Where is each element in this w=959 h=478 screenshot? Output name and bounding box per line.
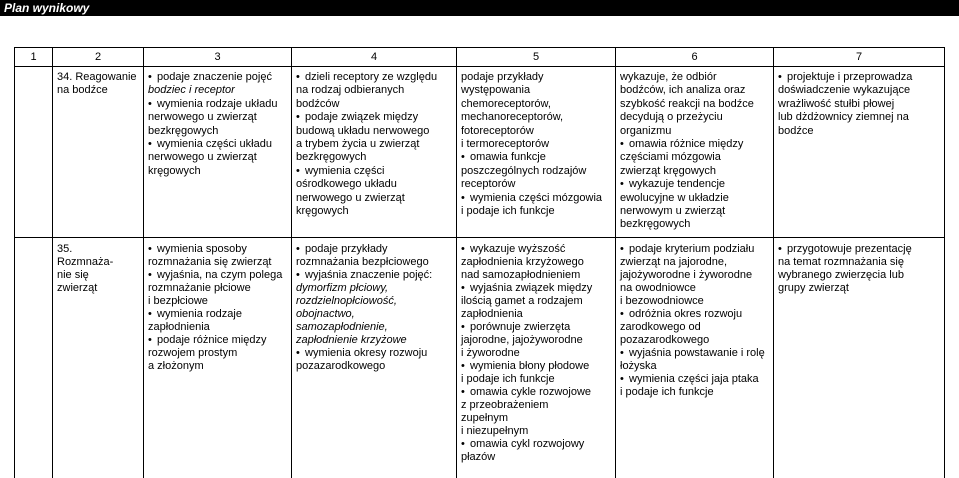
item-text: podaje znaczenie pojęć xyxy=(157,71,272,83)
item-text: wymienia okresy rozwoju pozazarodkowego xyxy=(296,347,428,372)
item-text: wymienia błony płodowe i podaje ich funkcje xyxy=(461,360,590,385)
column-number: 7 xyxy=(774,48,945,67)
list-item xyxy=(461,151,614,191)
list-item xyxy=(461,282,614,321)
topic-text: 35. Rozmnaża- nie się zwierząt xyxy=(57,243,114,294)
list-item xyxy=(296,71,455,111)
list-item xyxy=(148,334,290,373)
list-item xyxy=(620,243,772,308)
table-cell xyxy=(616,238,774,478)
list-item xyxy=(778,243,943,295)
item-text: omawia cykl rozwojowy płazów xyxy=(461,438,585,463)
item-text: wyjaśnia znaczenie pojęć: xyxy=(305,269,433,281)
item-text: wyjaśnia związek między ilością gamet a rodzajem zapłodnienia xyxy=(461,282,593,320)
table-row xyxy=(15,238,945,478)
term-text: dymorfizm płciowy, rozdzielnopłciowość, obojnactwo, samozapłodnienie, zapłodnienie krzyżowe xyxy=(296,282,407,346)
item-text: podaje przykłady występowania chemoreceptorów, mechanoreceptorów, fotoreceptorów i termoreceptorów xyxy=(461,71,564,151)
item-text: wymienia części jaja ptaka i podaje ich funkcje xyxy=(620,373,759,398)
empty-cell xyxy=(15,67,53,238)
topic-text: 34. Reagowanie na bodźce xyxy=(57,71,137,97)
list-item xyxy=(620,71,772,138)
list-item xyxy=(148,308,290,334)
column-number: 3 xyxy=(144,48,292,67)
item-text: podaje kryterium podziału zwierząt na jajorodne, jajożyworodne i żyworodne na owodniowce i bezowodniowce xyxy=(620,243,755,307)
list-item xyxy=(461,192,614,219)
table-row xyxy=(15,67,945,238)
item-text: przygotowuje prezentację na temat rozmnażania się wybranego zwierzęcia lub grupy zwierząt xyxy=(778,243,912,294)
item-text: wyjaśnia powstawanie i rolę łożyska xyxy=(620,347,765,372)
page-title: Plan wynikowy xyxy=(4,1,90,15)
column-number: 2 xyxy=(53,48,144,67)
column-number: 1 xyxy=(15,48,53,67)
table-cell xyxy=(457,67,616,238)
list-item xyxy=(148,269,290,308)
column-number: 5 xyxy=(457,48,616,67)
list-item xyxy=(461,360,614,386)
table-cell xyxy=(616,67,774,238)
item-text: wymienia sposoby rozmnażania się zwierząt xyxy=(148,243,272,268)
item-text: omawia cykle rozwojowe z przeobrażeniem zupełnym i niezupełnym xyxy=(461,386,592,437)
list-item xyxy=(296,165,455,219)
item-text: wykazuje, że odbiór bodźców, ich analiza oraz szybkość reakcji na bodźce decydują o przeżyciu organizmu xyxy=(620,71,754,137)
list-item xyxy=(148,98,290,138)
list-item xyxy=(296,269,455,347)
item-text: wymienia części układu nerwowego u zwierząt kręgowych xyxy=(148,138,272,177)
item-text: podaje różnice między rozwojem prostym a złożonym xyxy=(148,334,267,372)
list-item xyxy=(620,347,772,373)
column-number: 4 xyxy=(292,48,457,67)
list-item xyxy=(148,71,290,98)
item-text: wymienia części mózgowia i podaje ich funkcje xyxy=(461,191,603,218)
item-text: porównuje zwierzęta jajorodne, jajożyworodne i żyworodne xyxy=(461,321,583,359)
table-header-row xyxy=(15,48,945,67)
item-text: podaje związek między budową układu nerwowego a trybem życia u zwierząt bezkręgowych xyxy=(296,111,430,164)
item-text: wykazuje wyższość zapłodnienia krzyżowego nad samozapłodnieniem xyxy=(461,243,584,281)
empty-cell xyxy=(15,238,53,478)
list-item xyxy=(620,138,772,178)
item-text: wymienia rodzaje układu nerwowego u zwierząt bezkręgowych xyxy=(148,97,278,137)
table-cell xyxy=(774,238,945,478)
title-bar xyxy=(0,0,959,16)
table-cell xyxy=(144,238,292,478)
list-item xyxy=(620,308,772,347)
item-text: wymienia rodzaje zapłodnienia xyxy=(148,308,242,333)
item-text: wykazuje tendencje ewolucyjne w układzie nerwowym u zwierząt bezkręgowych xyxy=(620,178,729,231)
list-item xyxy=(296,347,455,373)
item-text: odróżnia okres rozwoju zarodkowego od pozazarodkowego xyxy=(620,308,743,346)
item-text: wymienia części ośrodkowego układu nerwowego u zwierząt kręgowych xyxy=(296,164,405,218)
table-cell xyxy=(292,67,457,238)
list-item xyxy=(461,386,614,438)
topic-cell xyxy=(53,67,144,238)
item-text: projektuje i przeprowadza doświadczenie wykazujące wrażliwość stułbi płowej lub dżdżownicy ziemnej na bodźce xyxy=(778,71,913,137)
item-text: omawia różnice między częściami mózgowia zwierząt kręgowych xyxy=(620,138,744,177)
list-item xyxy=(461,438,614,464)
list-item xyxy=(461,243,614,282)
table-cell xyxy=(457,238,616,478)
topic-cell xyxy=(53,238,144,478)
table-cell xyxy=(292,238,457,478)
table-cell xyxy=(774,67,945,238)
column-number: 6 xyxy=(616,48,774,67)
item-text: omawia funkcje poszczególnych rodzajów receptorów xyxy=(461,151,587,191)
list-item xyxy=(778,71,943,138)
list-item xyxy=(461,71,614,151)
list-item xyxy=(148,243,290,269)
list-item xyxy=(620,178,772,232)
item-text: podaje przykłady rozmnażania bezpłciowego xyxy=(296,243,429,268)
item-text: wyjaśnia, na czym polega rozmnażanie płciowe i bezpłciowe xyxy=(148,269,283,307)
list-item xyxy=(148,138,290,178)
item-text: dzieli receptory ze względu na rodzaj odbieranych bodźców xyxy=(296,71,438,110)
outcomes-table xyxy=(14,47,945,478)
table-cell xyxy=(144,67,292,238)
list-item xyxy=(296,243,455,269)
list-item xyxy=(296,111,455,165)
list-item xyxy=(620,373,772,399)
list-item xyxy=(461,321,614,360)
term-text: bodziec i receptor xyxy=(148,84,235,97)
